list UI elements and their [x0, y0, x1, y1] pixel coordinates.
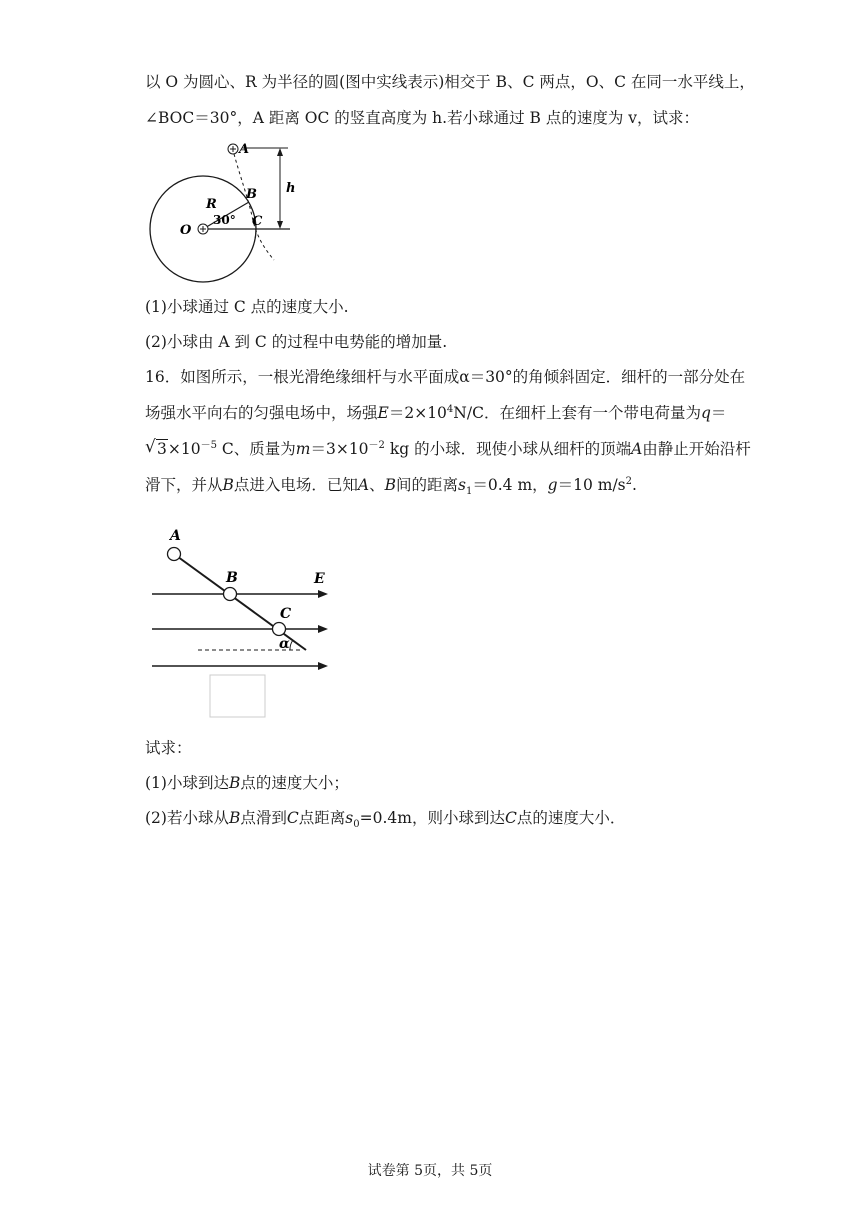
p15-h-arrowhead-up	[277, 148, 283, 156]
p16-text: 点滑到	[240, 809, 287, 827]
p16-text: 点距离	[298, 809, 346, 827]
p16-symbol-B: B	[228, 774, 241, 792]
p15-question-1: (1)小球通过 C 点的速度大小.	[145, 298, 349, 316]
p16-line4	[145, 475, 637, 498]
plus-charge-icon	[198, 224, 208, 234]
p16-text: 滑下，并从	[145, 476, 223, 494]
p15-label-A: A	[239, 142, 250, 157]
p16-sqrt: √ 3	[145, 437, 167, 458]
p16-text: 点的速度大小；	[240, 774, 349, 792]
p16-symbol-s: s	[458, 476, 467, 494]
p16-text: C、质量为	[216, 440, 296, 458]
p16-ask: 试求：	[145, 739, 192, 757]
p16-text: N/C．在细杆上套有一个带电荷量为	[453, 404, 701, 422]
p16-symbol-q: q	[700, 404, 711, 422]
p16-line3	[145, 439, 751, 459]
p16-label-E: E	[314, 571, 325, 587]
p16-text: kg 的小球．现使小球从细杆的顶端	[384, 440, 632, 458]
p16-text: ＝10 m/s	[557, 476, 626, 494]
p16-ball-A	[168, 548, 181, 561]
p16-rod-field-figure	[140, 512, 340, 722]
p16-line2	[145, 403, 726, 423]
p16-text: .	[632, 476, 637, 494]
p16-text: =0.4m，则小球到达	[359, 809, 505, 827]
p16-symbol-B: B	[228, 809, 241, 827]
p16-text: 场强水平向右的匀强电场中，场强	[145, 404, 378, 422]
p15-angle-label: 30°	[213, 213, 236, 227]
p15-circle-figure	[140, 136, 320, 288]
p16-symbol-A: A	[357, 476, 370, 494]
p16-label-C: C	[280, 606, 292, 622]
p16-exponent: 4	[446, 403, 454, 415]
p16-text: ＝0.4 m，	[472, 476, 548, 494]
p16-line1: 16．如图所示，一根光滑绝缘细杆与水平面成α＝30°的角倾斜固定．细杆的一部分处在	[145, 368, 746, 386]
p15-label-R: R	[206, 197, 217, 212]
p16-text: 点的速度大小．	[516, 809, 626, 827]
p16-subscript: 0	[353, 819, 360, 831]
p15-intro-line2: ∠BOC＝30°，A 距离 OC 的竖直高度为 h.若小球通过 B 点的速度为 v，试求：	[145, 109, 700, 127]
p16-text: (1)小球到达	[145, 774, 229, 792]
plus-charge-icon	[228, 144, 238, 154]
p16-text: 由静止开始沿杆	[642, 440, 751, 458]
p16-exponent: 2	[625, 475, 633, 487]
p15-question-2: (2)小球由 A 到 C 的过程中电势能的增加量.	[145, 333, 448, 351]
p16-symbol-B: B	[222, 476, 234, 494]
p16-question-1	[145, 773, 349, 793]
p16-symbol-B: B	[384, 476, 397, 494]
p16-field-arrowhead	[318, 662, 328, 670]
p16-subscript: 1	[466, 486, 473, 498]
p16-text: ＝	[710, 404, 727, 422]
p16-symbol-s: s	[345, 809, 354, 827]
p15-label-O: O	[180, 223, 192, 238]
p15-label-h: h	[286, 181, 296, 196]
p15-intro-line1: 以 O 为圆心、R 为半径的圆(图中实线表示)相交于 B、C 两点，O、C 在同一水平线上，	[145, 73, 755, 91]
p16-ball-B	[224, 588, 237, 601]
p16-text: (2)若小球从	[145, 809, 229, 827]
p16-field-arrowhead	[318, 590, 328, 598]
p16-text: 间的距离	[396, 476, 459, 494]
p16-field-arrowhead	[318, 625, 328, 633]
p16-symbol-C: C	[286, 809, 299, 827]
p16-symbol-A: A	[631, 440, 643, 458]
p16-label-B: B	[226, 570, 238, 586]
p16-label-alpha: α	[279, 636, 290, 652]
p16-ball-C	[273, 623, 286, 636]
p16-text: ＝2×10	[388, 404, 447, 422]
p16-exponent: －2	[368, 439, 385, 451]
p16-blank-box	[210, 675, 265, 717]
p16-label-A: A	[170, 528, 181, 544]
p16-text: 点进入电场．已知	[233, 476, 358, 494]
p16-symbol-g: g	[547, 476, 558, 494]
p15-label-B: B	[246, 187, 257, 202]
page-footer: 试卷第 5页，共 5页	[367, 1163, 493, 1179]
p16-angle-arc	[290, 640, 293, 650]
p16-symbol-m: m	[295, 440, 311, 458]
p16-symbol-E: E	[377, 404, 389, 422]
p16-symbol-C: C	[504, 809, 517, 827]
p15-label-C: C	[252, 214, 263, 229]
p16-text: 、	[369, 476, 385, 494]
p16-text: ×10	[167, 440, 201, 458]
p16-text: ＝3×10	[310, 440, 369, 458]
p16-question-2	[145, 808, 626, 831]
p16-exponent: －5	[200, 439, 217, 451]
p15-h-arrowhead-down	[277, 221, 283, 229]
